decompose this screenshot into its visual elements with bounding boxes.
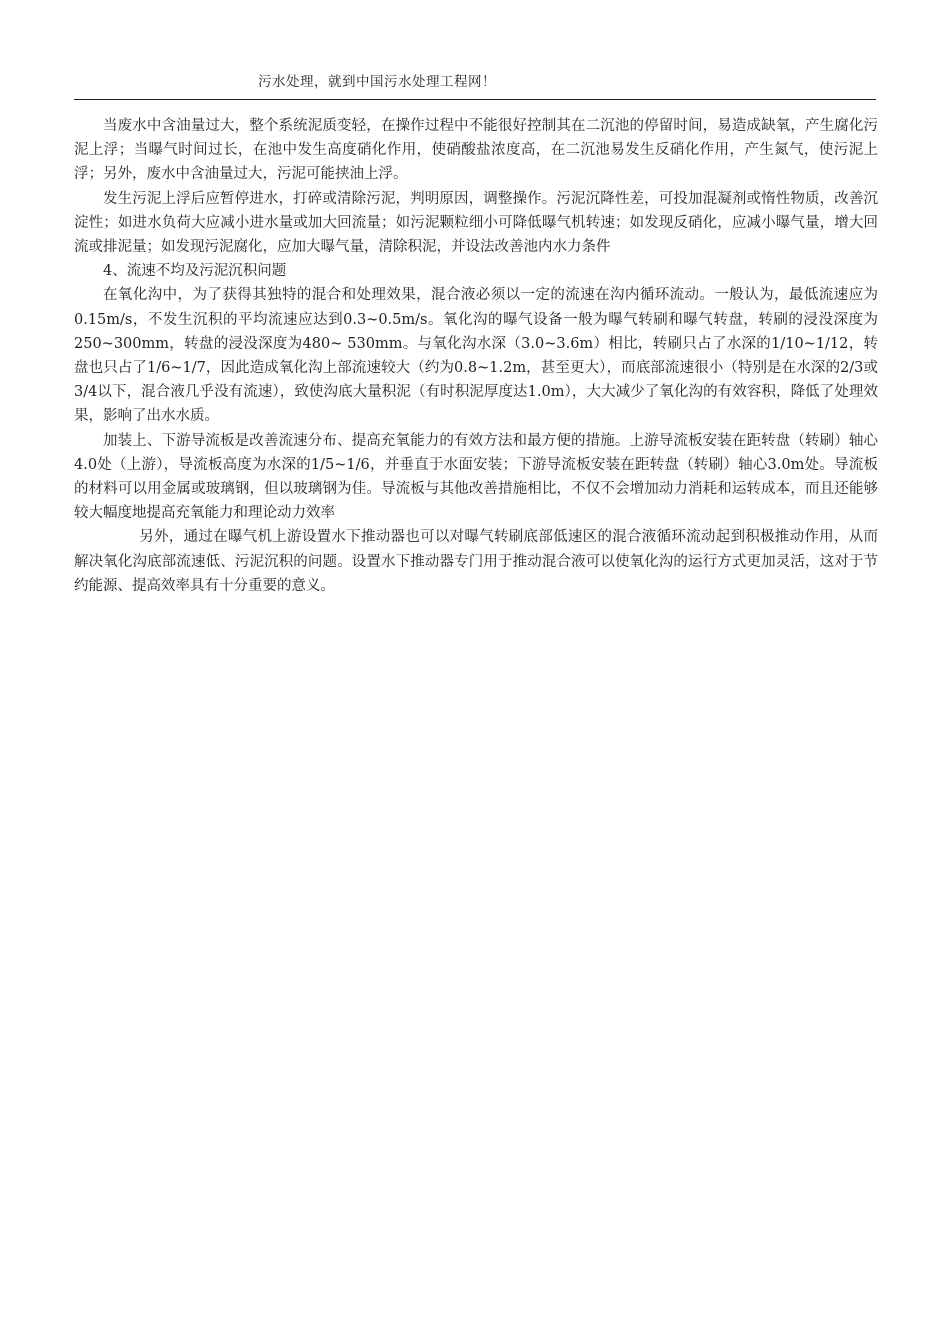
paragraph-baffle-plates: 加装上、下游导流板是改善流速分布、提高充氧能力的有效方法和最方便的措施。上游导流板安装在距转盘（转刷）轴心4.0处（上游），导流板高度为水深的1/5~1/6，并垂直于水面安装；下游导流板安装在距转盘（转刷）轴心3.0m处。导流板的材料可以用金属或玻璃钢，但以玻璃钢为佳。导流板与其他改善措施相比，不仅不会增加动力消耗和运转成本，而且还能够较大幅度地提高充氧能力和理论动力效率 — [74, 432, 878, 522]
paragraph-submersible-propeller: 另外，通过在曝气机上游设置水下推动器也可以对曝气转刷底部低速区的混合液循环流动起到积极推动作用，从而解决氧化沟底部流速低、污泥沉积的问题。设置水下推动器专门用于推动混合液可以使氧化沟的运行方式更加灵活，这对于节约能源、提高效率具有十分重要的意义。 — [74, 529, 878, 594]
paragraph-sludge-floating-remedies: 发生污泥上浮后应暂停进水，打碎或清除污泥，判明原因，调整操作。污泥沉降性差，可投加混凝剂或惰性物质，改善沉淀性；如进水负荷大应减小进水量或加大回流量；如污泥颗粒细小可降低曝气机转速；如发现反硝化，应减小曝气量，增大回流或排泥量；如发现污泥腐化，应加大曝气量，清除积泥，并设法改善池内水力条件 — [74, 190, 878, 256]
section-heading-flow-velocity: 4、流速不均及污泥沉积问题 — [103, 263, 287, 280]
paragraph-sludge-floating-causes: 当废水中含油量过大，整个系统泥质变轻，在操作过程中不能很好控制其在二沉池的停留时间，易造成缺氧，产生腐化污泥上浮；当曝气时间过长，在池中发生高度硝化作用，使硝酸盐浓度高，在二沉池易发生反硝化作用，产生氮气，使污泥上浮；另外，废水中含油量过大，污泥可能挟油上浮。 — [74, 118, 878, 183]
page-header-text: 污水处理，就到中国污水处理工程网！ — [258, 74, 496, 90]
paragraph-flow-velocity: 在氧化沟中，为了获得其独特的混合和处理效果，混合液必须以一定的流速在沟内循环流动。一般认为，最低流速应为0.15m/s，不发生沉积的平均流速应达到0.3~0.5m/s。氧化沟的曝气设备一般为曝气转刷和曝气转盘，转刷的浸没深度为250~300mm，转盘的浸没深度为480~ 530mm。与氧化沟水深（3.0~3.6m）相比，转刷只占了水深的1/10~1/12，转盘也只占了1/6~1/7，因此造成氧化沟上部流速较大（约为0.8~1.2m，甚至更大），而底部流速很小（特别是在水深的2/3或3/4以下，混合液几乎没有流速），致使沟底大量积泥（有时积泥厚度达1.0m），大大减少了氧化沟的有效容积，降低了处理效果，影响了出水水质。 — [74, 287, 878, 425]
document-body — [74, 114, 878, 598]
header-divider — [74, 99, 876, 100]
